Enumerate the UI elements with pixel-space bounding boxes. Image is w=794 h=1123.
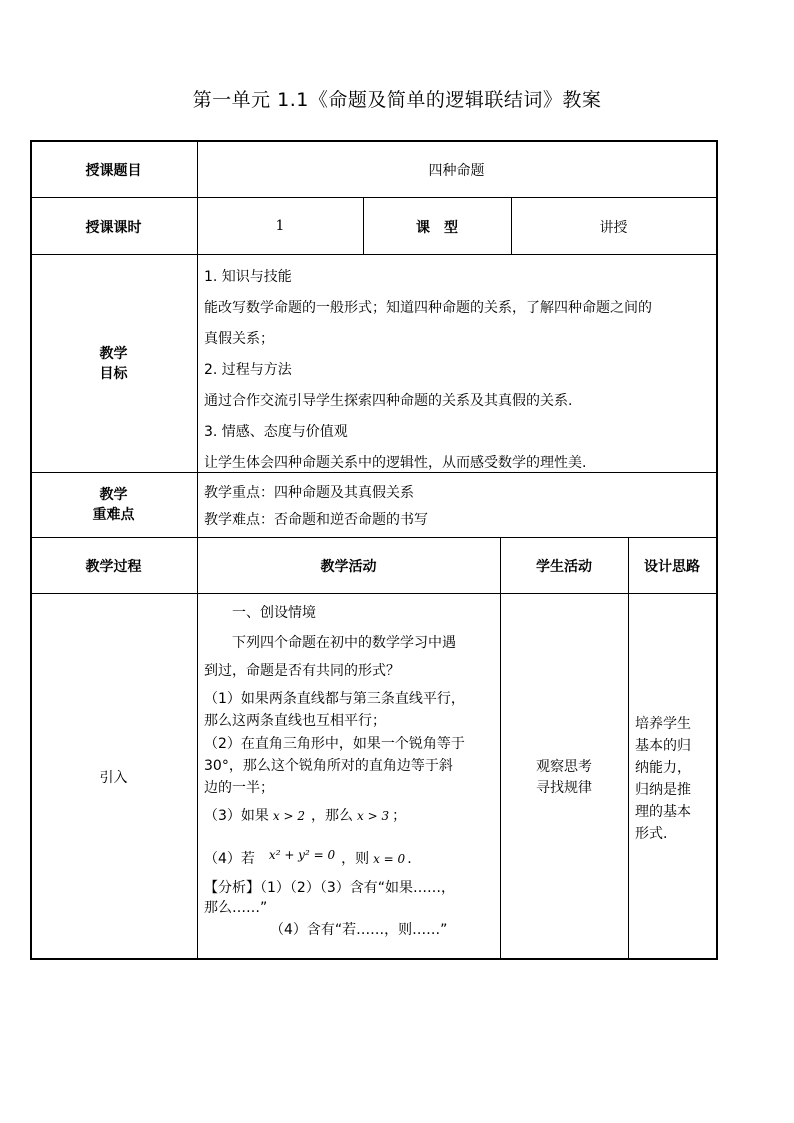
objectives-label-line1: 教学	[99, 346, 128, 362]
key-difficulty: 教学难点：否命题和逆否命题的书写	[204, 512, 428, 528]
header-student: 学生活动	[536, 559, 592, 575]
item2-line1: （2）在直角三角形中，如果一个锐角等于	[204, 736, 465, 752]
item4-suffix: .	[407, 851, 412, 867]
item4-expr2: x = 0	[373, 852, 406, 866]
col-divider	[500, 537, 501, 958]
table-border-bottom	[30, 958, 717, 960]
header-activity: 教学活动	[320, 559, 377, 575]
design-idea	[635, 713, 715, 845]
item2-line3: 边的一半；	[204, 780, 274, 796]
table-border-left	[30, 140, 32, 960]
item1-line1: （1）如果两条直线都与第三条直线平行，	[204, 691, 465, 707]
table-border-right	[716, 140, 718, 960]
student-line1: 观察思考	[536, 759, 592, 775]
key-focus: 教学重点：四种命题及其真假关系	[204, 485, 414, 501]
design-line: 归纳是推	[635, 782, 691, 798]
objective-line: 真假关系；	[204, 331, 274, 347]
objective-line: 通过合作交流引导学生探索四种命题的关系及其真假的关系.	[204, 393, 573, 409]
row-divider	[30, 254, 717, 255]
item4	[204, 848, 412, 868]
row-divider	[30, 197, 717, 198]
objective-line: 能改写数学命题的一般形式；知道四种命题的关系，了解四种命题之间的	[204, 300, 652, 316]
type-value: 讲授	[599, 220, 628, 236]
row-divider	[30, 537, 717, 538]
keypoints-label-line1: 教学	[99, 487, 128, 503]
design-line: 形式.	[635, 826, 668, 842]
design-line: 纳能力，	[635, 760, 691, 776]
objectives-label-line2: 目标	[99, 366, 128, 382]
header-design: 设计思路	[644, 559, 700, 575]
item3-expr1: x > 2	[272, 809, 306, 823]
student-activity	[500, 757, 628, 799]
type-label: 课 型	[416, 220, 458, 236]
hours-value: 1	[275, 218, 285, 234]
page-title: 第一单元 1.1《命题及简单的逻辑联结词》教案	[192, 89, 602, 111]
keypoints-label	[30, 485, 197, 525]
analysis-line2: 那么……”	[204, 900, 268, 916]
item1-line2: 那么这两条直线也互相平行；	[204, 713, 386, 729]
row-divider	[30, 593, 717, 594]
item3-suffix: ；	[392, 808, 407, 824]
intro-para-line1: 下列四个命题在初中的数学学习中遇	[232, 635, 456, 651]
topic-value: 四种命题	[428, 163, 485, 179]
table-border-top	[30, 140, 717, 142]
header-process: 教学过程	[85, 559, 142, 575]
item4-expr1: x² + y² = 0	[268, 848, 336, 862]
objective-line: 2. 过程与方法	[204, 362, 292, 378]
stage-label: 引入	[99, 770, 128, 786]
hours-label: 授课课时	[85, 220, 142, 236]
keypoints-label-line2: 重难点	[92, 507, 135, 523]
design-line: 基本的归	[635, 738, 691, 754]
item4-mid: ，则	[341, 851, 370, 867]
item3-mid: ，那么	[311, 808, 354, 824]
objectives-label	[30, 344, 197, 384]
item3-expr2: x > 3	[357, 809, 390, 823]
analysis-line3: （4）含有“若……，则……”	[270, 922, 448, 938]
col-divider	[197, 140, 198, 959]
col-divider	[628, 537, 629, 958]
item4-prefix: （4）若	[204, 851, 255, 867]
objective-line: 3. 情感、态度与价值观	[204, 424, 348, 440]
analysis-line1: 【分析】（1）（2）（3）含有“如果……，	[204, 880, 455, 896]
objective-line: 让学生体会四种命题关系中的逻辑性，从而感受数学的理性美.	[204, 455, 587, 471]
item3-prefix: （3）如果	[204, 808, 269, 824]
topic-label: 授课题目	[85, 163, 142, 179]
keypoints-content	[204, 480, 714, 534]
student-line2: 寻找规律	[536, 780, 592, 796]
item3	[204, 805, 406, 825]
objective-line: 1. 知识与技能	[204, 269, 292, 285]
objectives-content	[204, 262, 714, 479]
design-line: 理的基本	[635, 804, 691, 820]
item2-line2: 30°，那么这个锐角所对的直角边等于斜	[204, 758, 453, 774]
intro-para-line2: 到过，命题是否有共同的形式？	[204, 663, 400, 679]
intro-heading: 一、创设情境	[232, 605, 316, 621]
design-line: 培养学生	[635, 716, 691, 732]
